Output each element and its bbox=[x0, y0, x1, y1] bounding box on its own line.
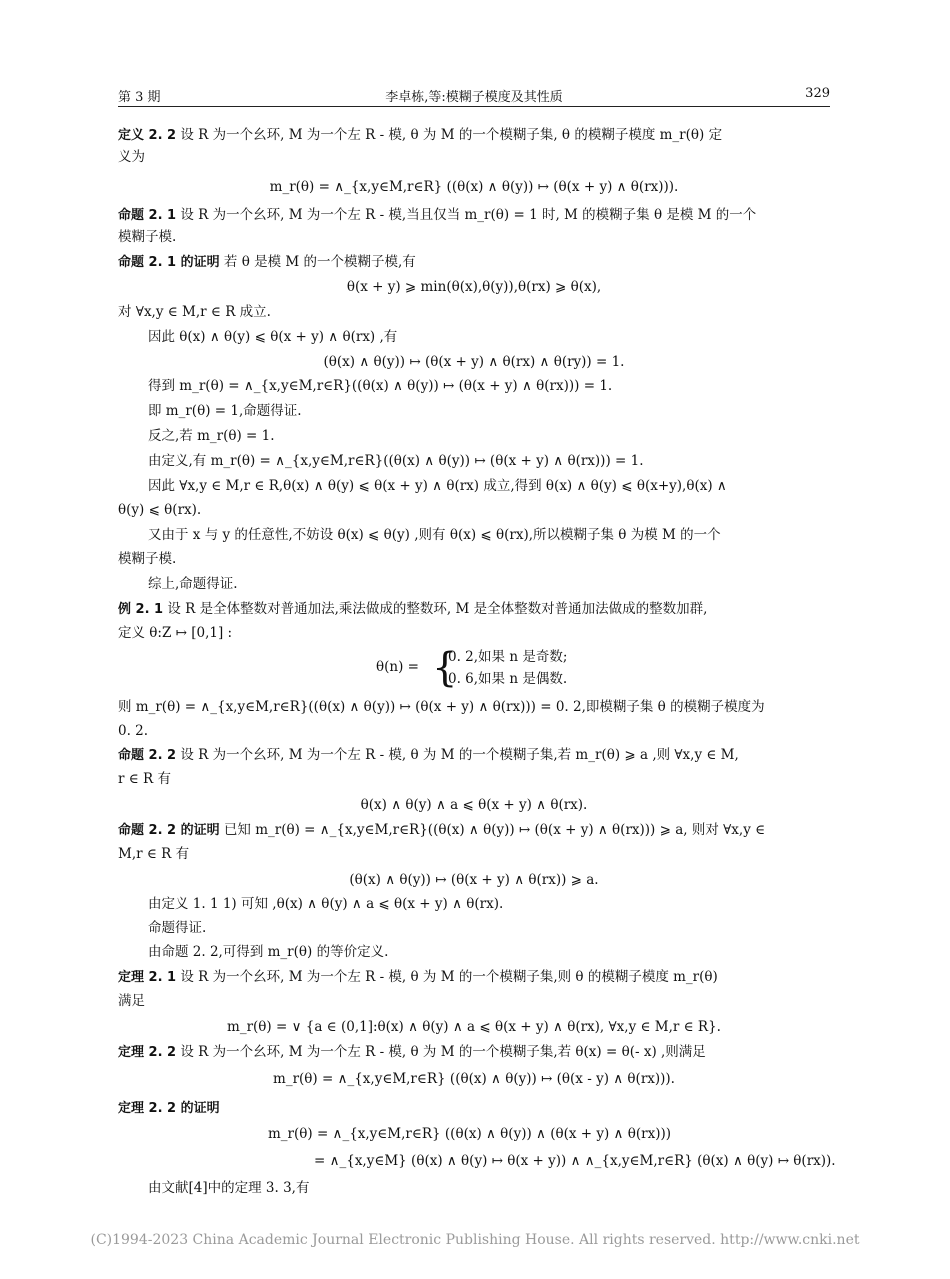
proof-label: 命题 2. 1 的证明 bbox=[118, 255, 220, 270]
text-line: 模糊子模. bbox=[118, 229, 177, 245]
text-line: 得到 m_r(θ) = ∧_{x,y∈M,r∈R}((θ(x) ∧ θ(y)) ↦ (θ(x + y) ∧ θ(rx))) = 1. bbox=[148, 378, 613, 394]
equation: = ∧_{x,y∈M} (θ(x) ∧ θ(y) ↦ θ(x + y)) ∧ ∧_{x,y∈M,r∈R} (θ(x) ∧ θ(y) ↦ θ(rx)). bbox=[314, 1153, 836, 1169]
text-line: 定理 2. 2 设 R 为一个幺环, M 为一个左 R - 模, θ 为 M 的一个模糊子集,若 θ(x) = θ(- x) ,则满足 bbox=[118, 1044, 706, 1060]
text-line: 定义 2. 2 设 R 为一个幺环, M 为一个左 R - 模, θ 为 M 的一个模糊子集, θ 的模糊子模度 m_r(θ) 定 bbox=[118, 127, 723, 143]
example-label: 例 2. 1 bbox=[118, 602, 164, 617]
text-line: 由定义,有 m_r(θ) = ∧_{x,y∈M,r∈R}((θ(x) ∧ θ(y)) ↦ (θ(x + y) ∧ θ(rx))) = 1. bbox=[148, 453, 644, 469]
text-line: 因此 θ(x) ∧ θ(y) ⩽ θ(x + y) ∧ θ(rx) ,有 bbox=[148, 329, 398, 345]
text-line: 0. 2. bbox=[118, 723, 149, 739]
text-line: 满足 bbox=[118, 993, 145, 1009]
piecewise-equation bbox=[376, 644, 676, 694]
text-line: 即 m_r(θ) = 1,命题得证. bbox=[148, 403, 302, 419]
text-line: 模糊子模. bbox=[118, 551, 177, 567]
page-number: 329 bbox=[805, 86, 830, 101]
equation: m_r(θ) = ∧_{x,y∈M,r∈R} ((θ(x) ∧ θ(y)) ∧ (θ(x + y) ∧ θ(rx))) bbox=[268, 1126, 671, 1142]
text-line: 因此 ∀x,y ∈ M,r ∈ R,θ(x) ∧ θ(y) ⩽ θ(x + y) ∧ θ(rx) 成立,得到 θ(x) ∧ θ(y) ⩽ θ(x+y),θ(x) ∧ bbox=[148, 478, 727, 494]
text-line: 定理 2. 1 设 R 为一个幺环, M 为一个左 R - 模, θ 为 M 的一个模糊子集,则 θ 的模糊子模度 m_r(θ) bbox=[118, 969, 718, 985]
equation: m_r(θ) = ∧_{x,y∈M,r∈R} ((θ(x) ∧ θ(y)) ↦ (θ(x + y) ∧ θ(rx))). bbox=[269, 179, 679, 195]
definition-label: 定义 2. 2 bbox=[118, 128, 177, 143]
equation: θ(x + y) ⩾ min(θ(x),θ(y)),θ(rx) ⩾ θ(x), bbox=[346, 279, 602, 295]
text-line: 由命题 2. 2,可得到 m_r(θ) 的等价定义. bbox=[148, 944, 389, 960]
text-line: r ∈ R 有 bbox=[118, 771, 171, 787]
text-line: 命题 2. 1 设 R 为一个幺环, M 为一个左 R - 模,当且仅当 m_r(θ) = 1 时, M 的模糊子集 θ 是模 M 的一个 bbox=[118, 207, 757, 223]
text-line: 命题 2. 2 设 R 为一个幺环, M 为一个左 R - 模, θ 为 M 的一个模糊子集,若 m_r(θ) ⩾ a ,则 ∀x,y ∈ M, bbox=[118, 747, 739, 763]
text-line: 命题 2. 2 的证明 已知 m_r(θ) = ∧_{x,y∈M,r∈R}((θ(x) ∧ θ(y)) ↦ (θ(x + y) ∧ θ(rx))) ⩾ a, 则对 ∀x,y ∈ bbox=[118, 822, 766, 838]
brace-glyph: { bbox=[432, 645, 458, 691]
text-line: 定义 θ:Z ↦ [0,1] : bbox=[118, 625, 233, 641]
theorem-label: 定理 2. 2 bbox=[118, 1045, 177, 1060]
proposition-label: 命题 2. 1 bbox=[118, 208, 177, 223]
text-line bbox=[118, 1099, 830, 1118]
equation: m_r(θ) = ∧_{x,y∈M,r∈R} ((θ(x) ∧ θ(y)) ↦ (θ(x - y) ∧ θ(rx))). bbox=[273, 1071, 675, 1087]
equation: m_r(θ) = ∨ {a ∈ (0,1]:θ(x) ∧ θ(y) ∧ a ⩽ θ(x + y) ∧ θ(rx), ∀x,y ∈ M,r ∈ R}. bbox=[227, 1019, 721, 1035]
equation: θ(x) ∧ θ(y) ∧ a ⩽ θ(x + y) ∧ θ(rx). bbox=[360, 797, 588, 813]
text-line: θ(y) ⩽ θ(rx). bbox=[118, 502, 202, 518]
text-line: 对 ∀x,y ∈ M,r ∈ R 成立. bbox=[118, 304, 271, 320]
text-line: 由定义 1. 1 1) 可知 ,θ(x) ∧ θ(y) ∧ a ⩽ θ(x + y) ∧ θ(rx). bbox=[148, 896, 504, 912]
text-line: 由文献[4]中的定理 3. 3,有 bbox=[148, 1180, 310, 1196]
running-title: 李卓栋,等:模糊子模度及其性质 bbox=[385, 90, 563, 105]
text-line: 例 2. 1 设 R 是全体整数对普通加法,乘法做成的整数环, M 是全体整数对普通加法做成的整数加群, bbox=[118, 601, 708, 617]
text-line: 则 m_r(θ) = ∧_{x,y∈M,r∈R}((θ(x) ∧ θ(y)) ↦ (θ(x + y) ∧ θ(rx))) = 0. 2,即模糊子集 θ 的模糊子模度为 bbox=[118, 699, 765, 715]
proof-label: 定理 2. 2 的证明 bbox=[118, 1101, 220, 1116]
text-line: 义为 bbox=[118, 149, 145, 165]
equation: (θ(x) ∧ θ(y)) ↦ (θ(x + y) ∧ θ(rx) ∧ θ(ry)) = 1. bbox=[323, 354, 625, 370]
piecewise-case-even: 0. 6,如果 n 是偶数. bbox=[448, 671, 568, 687]
text-line: 又由于 x 与 y 的任意性,不妨设 θ(x) ⩽ θ(y) ,则有 θ(x) ⩽ θ(rx),所以模糊子集 θ 为模 M 的一个 bbox=[148, 527, 721, 543]
piecewise-case-odd: 0. 2,如果 n 是奇数; bbox=[448, 649, 568, 665]
copyright-footer: (C)1994-2023 China Academic Journal Electronic Publishing House. All rights reserved. http://www.cnki.net bbox=[90, 1232, 860, 1248]
text-line: 综上,命题得证. bbox=[148, 576, 238, 592]
text-line: 命题 2. 1 的证明 若 θ 是模 M 的一个模糊子模,有 bbox=[118, 254, 416, 270]
text-line: M,r ∈ R 有 bbox=[118, 846, 190, 862]
text-line: 命题得证. bbox=[148, 920, 207, 936]
theorem-label: 定理 2. 1 bbox=[118, 970, 177, 985]
text-line: 反之,若 m_r(θ) = 1. bbox=[148, 428, 275, 444]
equation: (θ(x) ∧ θ(y)) ↦ (θ(x + y) ∧ θ(rx)) ⩾ a. bbox=[349, 872, 599, 888]
issue-number: 第 3 期 bbox=[118, 90, 161, 105]
piecewise-lhs: θ(n) = bbox=[376, 659, 419, 675]
running-header bbox=[118, 86, 830, 107]
proposition-label: 命题 2. 2 bbox=[118, 748, 177, 763]
proof-label: 命题 2. 2 的证明 bbox=[118, 823, 220, 838]
